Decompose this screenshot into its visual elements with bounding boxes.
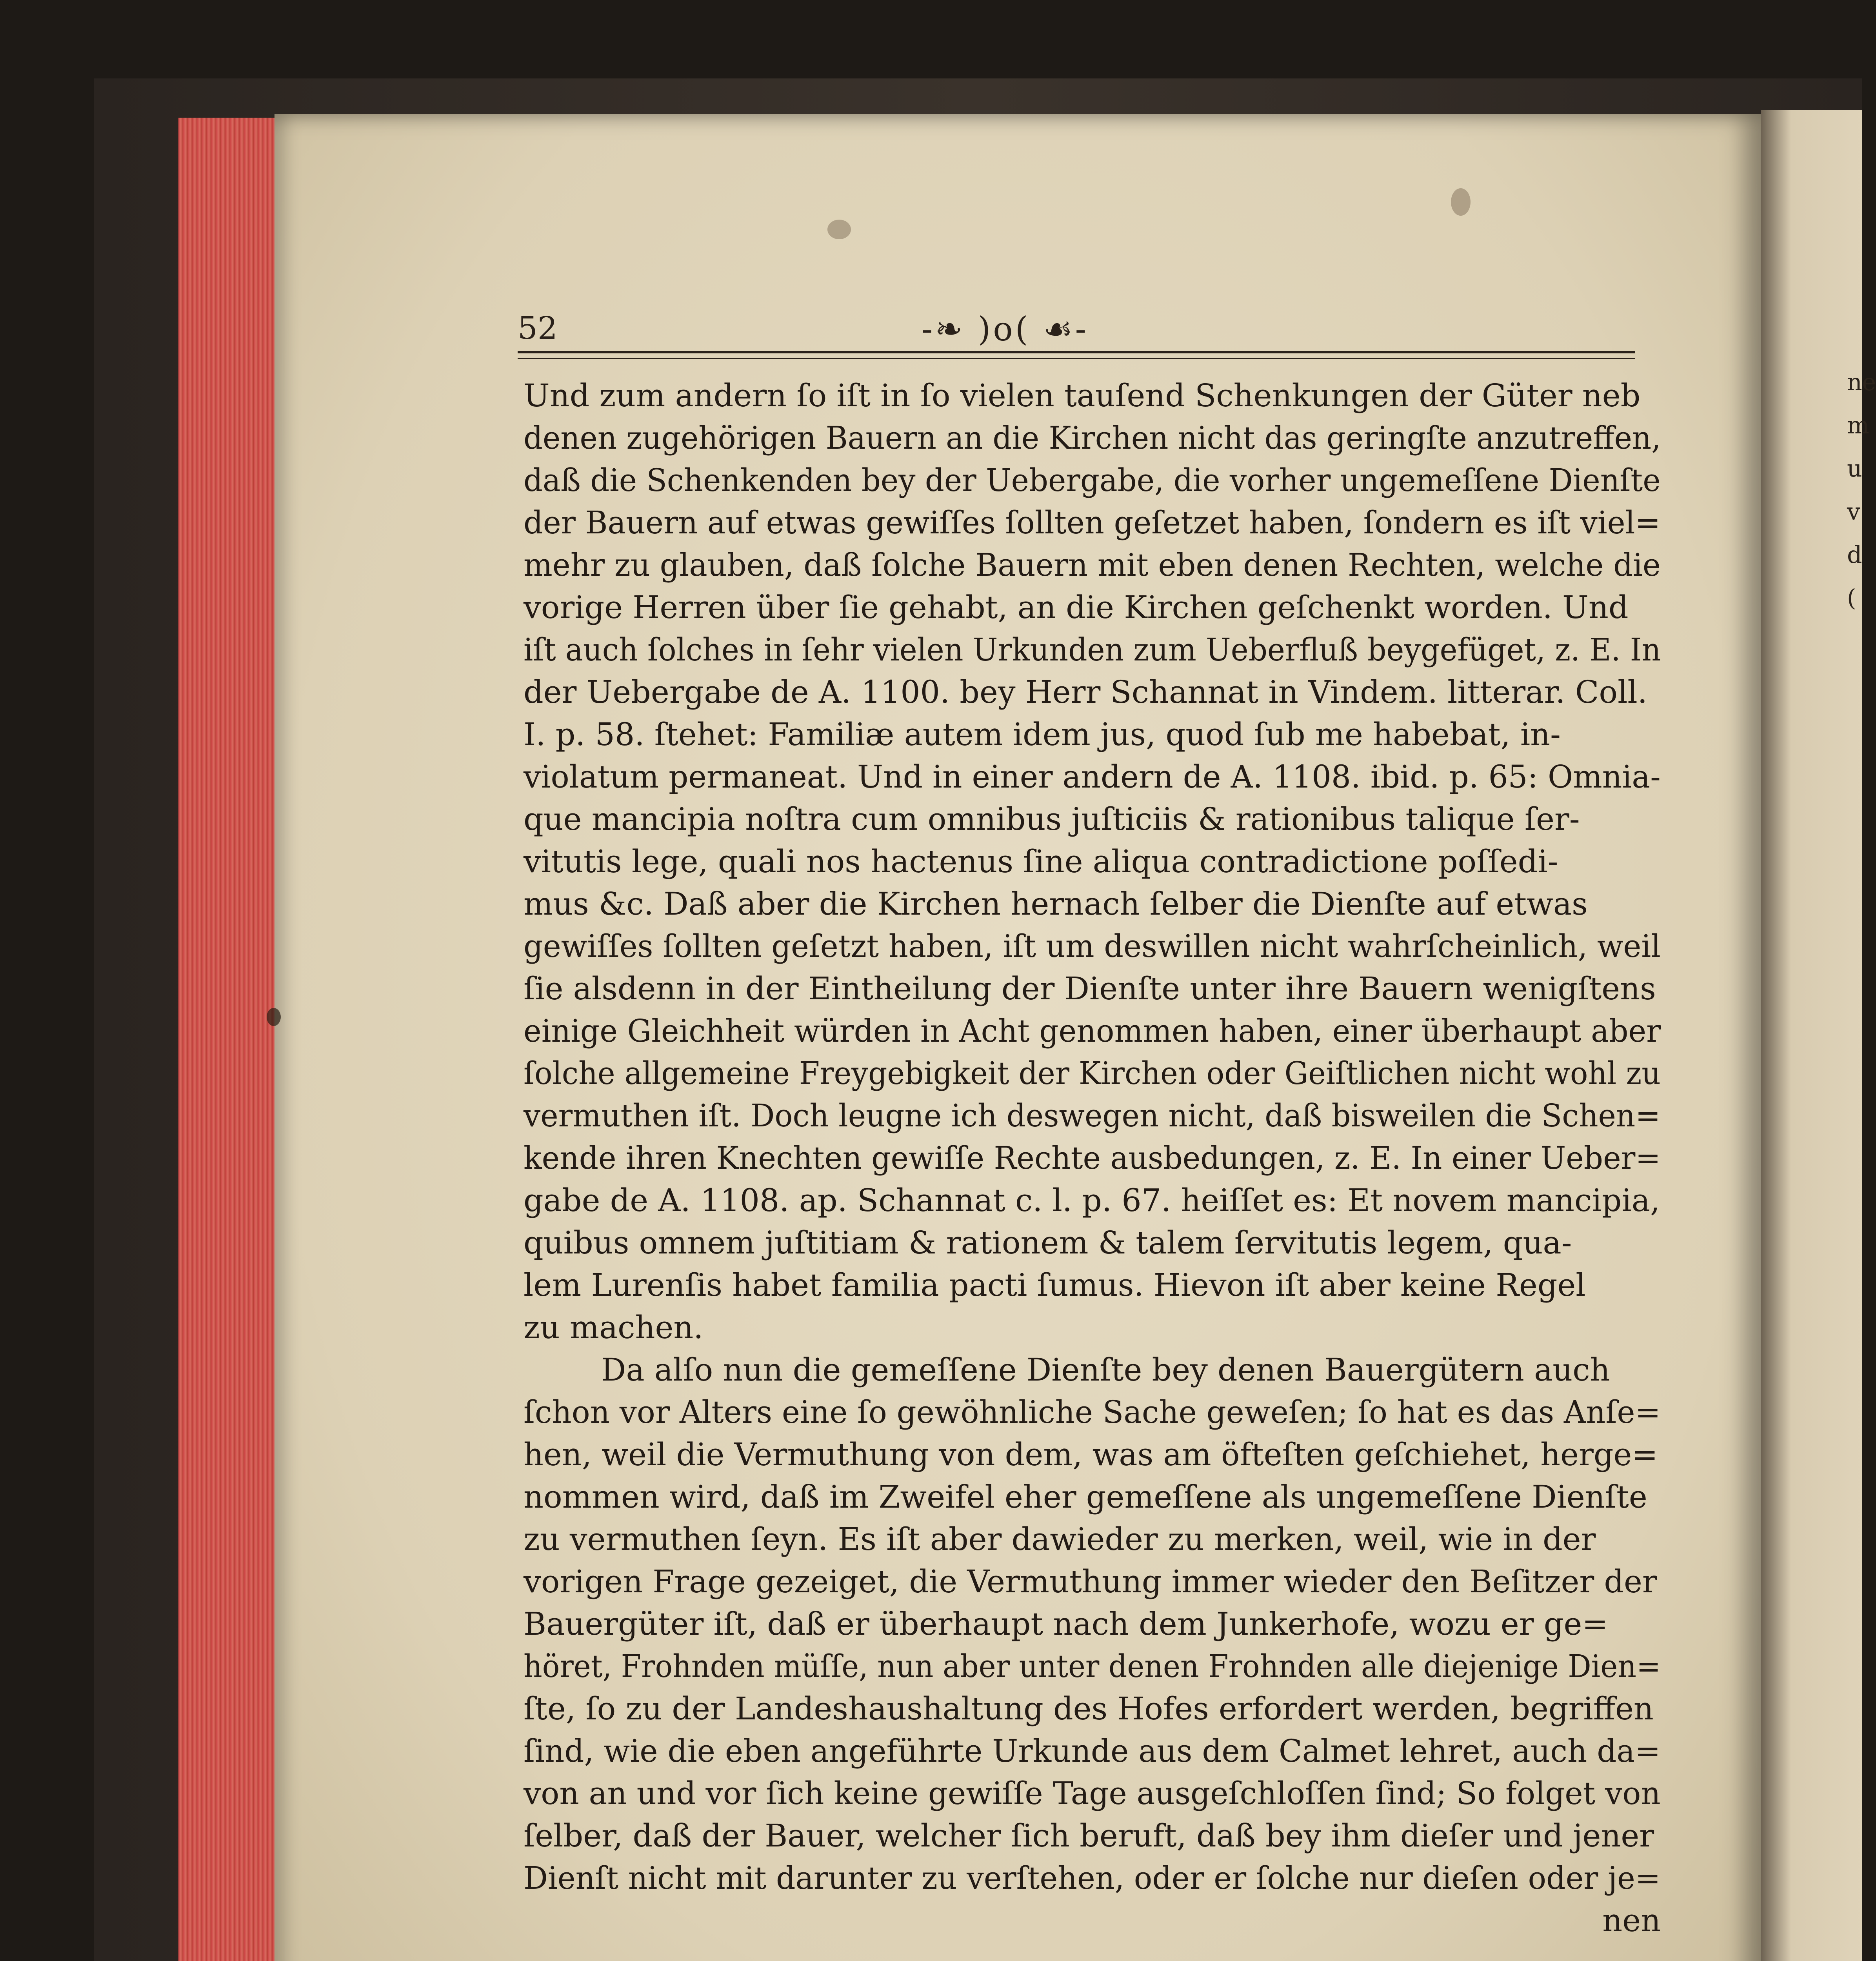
text-line: der Uebergabe de A. 1100. bey Herr Schannat in Vindem. litterar. Coll. <box>524 674 1647 710</box>
text-line: ſie alsdenn in der Eintheilung der Dienſte unter ihre Bauern wenigſtens <box>524 970 1656 1007</box>
peek-text: ( <box>1847 584 1856 612</box>
running-header <box>518 302 1635 349</box>
text-line: gewiſſes ſollten geſetzt haben, iſt um deswillen nicht wahrſcheinlich, weil <box>524 928 1661 964</box>
text-line: vorigen Frage gezeiget, die Vermuthung immer wieder den Beſitzer der <box>524 1563 1657 1600</box>
text-line: von an und vor ſich keine gewiſſe Tage ausgeſchloſſen ſind; So folget von <box>524 1775 1661 1812</box>
facing-page-edge <box>1761 110 1876 1961</box>
catchword: nen <box>1602 1902 1661 1939</box>
text-line: höret, Frohnden müſſe, nun aber unter denen Frohnden alle diejenige Dien= <box>524 1648 1661 1684</box>
text-line: I. p. 58. ſtehet: Familiæ autem idem jus, quod ſub me habebat, in- <box>524 716 1561 753</box>
page-number: 52 <box>518 310 558 346</box>
page-stain <box>1451 188 1471 216</box>
text-line: denen zugehörigen Bauern an die Kirchen nicht das geringſte anzutreffen, <box>524 420 1661 456</box>
text-line: gabe de A. 1108. ap. Schannat c. l. p. 67. heiſſet es: Et novem mancipia, <box>524 1182 1660 1219</box>
text-line: Bauergüter iſt, daß er überhaupt nach dem Junkerhofe, wozu er ge= <box>524 1606 1608 1642</box>
text-line: der Bauern auf etwas gewiſſes ſollten geſetzet haben, ſondern es iſt viel= <box>524 504 1661 541</box>
peek-text: d <box>1847 541 1862 569</box>
text-line: vitutis lege, quali nos hactenus ſine aliqua contradictione poſſedi- <box>524 843 1558 880</box>
page-edge-red <box>178 118 288 1961</box>
header-rule <box>518 351 1635 359</box>
text-line: vermuthen iſt. Doch leugne ich deswegen nicht, daß bisweilen die Schen= <box>524 1097 1661 1134</box>
text-line: hen, weil die Vermuthung von dem, was am öfteſten geſchiehet, herge= <box>524 1436 1658 1473</box>
body-text <box>524 375 1672 1942</box>
text-line: zu machen. <box>524 1309 704 1346</box>
text-line: mehr zu glauben, daß ſolche Bauern mit eben denen Rechten, welche die <box>524 547 1661 583</box>
text-line: vorige Herren über ſie gehabt, an die Kirchen geſchenkt worden. Und <box>524 589 1629 626</box>
page-stain <box>827 220 851 239</box>
text-line: Da alſo nun die gemeſſene Dienſte bey denen Bauergütern auch <box>601 1352 1610 1388</box>
text-line: que mancipia noſtra cum omnibus juſticiis & rationibus talique ſer- <box>524 801 1580 837</box>
text-line: violatum permaneat. Und in einer andern de A. 1108. ibid. p. 65: Omnia- <box>524 759 1661 795</box>
peek-text: m <box>1847 412 1869 439</box>
text-line: iſt auch ſolches in ſehr vielen Urkunden zum Ueberfluß beygefüget, z. E. In <box>524 631 1661 668</box>
text-line: mus &c. Daß aber die Kirchen hernach ſelber die Dienſte auf etwas <box>524 886 1588 922</box>
text-line: Dienſt nicht mit darunter zu verſtehen, oder er ſolche nur dieſen oder je= <box>524 1860 1661 1896</box>
text-line: kende ihren Knechten gewiſſe Rechte ausbedungen, z. E. In einer Ueber= <box>524 1140 1661 1176</box>
peek-text: v <box>1847 498 1860 526</box>
text-line: Und zum andern ſo iſt in ſo vielen tauſend Schenkungen der Güter neb <box>524 377 1641 414</box>
page-stain <box>267 1008 281 1026</box>
text-line: quibus omnem juſtitiam & rationem & talem ſervitutis legem, qua- <box>524 1224 1572 1261</box>
text-line: ſind, wie die eben angeführte Urkunde aus dem Calmet lehret, auch da= <box>524 1733 1661 1769</box>
text-line: lem Lurenſis habet familia pacti ſumus. Hievon iſt aber keine Regel <box>524 1267 1586 1303</box>
peek-text: u <box>1847 455 1862 482</box>
text-line: ſchon vor Alters eine ſo gewöhnliche Sache geweſen; ſo hat es das Anſe= <box>524 1394 1661 1430</box>
peek-text: ne <box>1847 369 1876 396</box>
text-line: daß die Schenkenden bey der Uebergabe, die vorher ungemeſſene Dienſte <box>524 462 1661 498</box>
text-line: ſte, ſo zu der Landeshaushaltung des Hofes erfordert werden, begriffen <box>524 1690 1654 1727</box>
text-line: zu vermuthen ſeyn. Es iſt aber dawieder zu merken, weil, wie in der <box>524 1521 1596 1557</box>
header-ornament: -❧ )o( ☙- <box>922 310 1089 348</box>
text-line: nommen wird, daß im Zweifel eher gemeſſene als ungemeſſene Dienſte <box>524 1479 1647 1515</box>
text-line: ſelber, daß der Bauer, welcher ſich beruft, daß bey ihm dieſer und jener <box>524 1817 1654 1854</box>
text-line: einige Gleichheit würden in Acht genommen haben, einer überhaupt aber <box>524 1013 1661 1049</box>
text-line: ſolche allgemeine Freygebigkeit der Kirchen oder Geiſtlichen nicht wohl zu <box>524 1055 1661 1091</box>
